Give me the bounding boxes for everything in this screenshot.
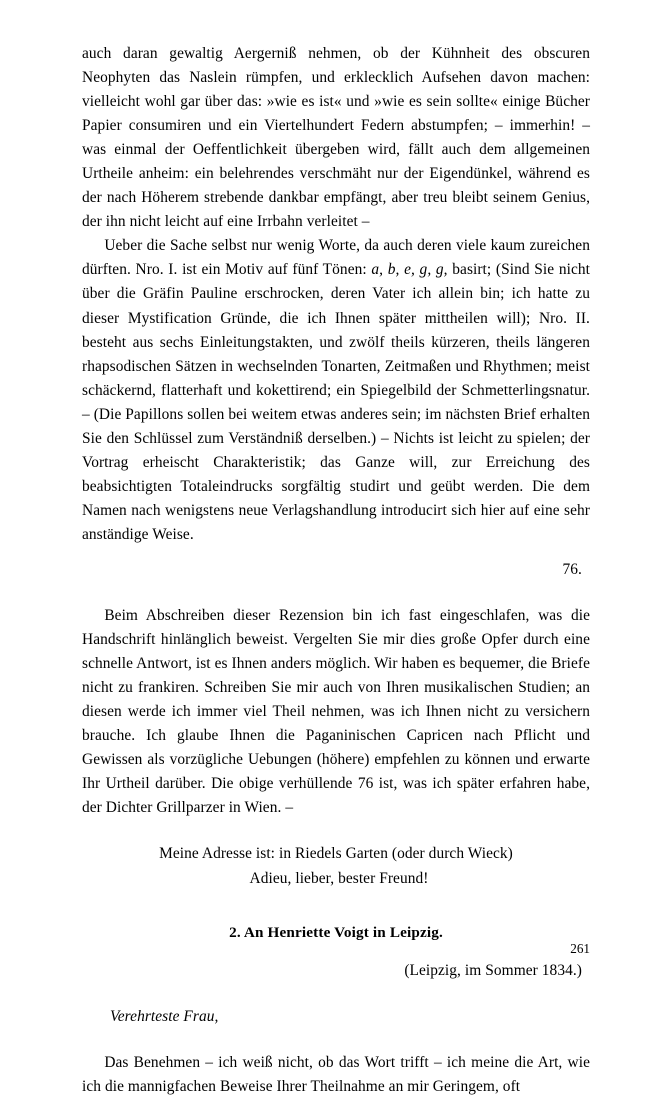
paragraph-abschreiben: Beim Abschreiben dieser Rezension bin ich fast eingeschlafen, was die Handschrift hinlänglich beweist. Vergelten Sie mir dies große Opfer durch eine schnelle Antwort, ist es Ihnen anders möglich. Wir haben es bequemer, die Briefe nicht zu frankiren. Schreiben Sie mir auch von Ihren musikalischen Studien; an diesen werde ich immer viel Theil nehmen, was ich Ihnen nicht zu versichern brauche. Ich glaube Ihnen die Paganinischen Capricen nach Pflicht und Gewissen als vorzügliche Uebungen (höhere) empfehlen zu können und erwarte Ihr Urtheil darüber. Die obige verhüllende 76 ist, was ich später erfahren habe, der Dichter Grillparzer in Wien. – bbox=[82, 607, 590, 817]
musical-tones-italic: a, b, e, g, g, bbox=[371, 261, 448, 279]
spacer-before-letter-heading bbox=[82, 891, 590, 921]
paragraph-text-part-2: basirt; (Sind Sie nicht über die Gräfin Pauline erschrocken, deren Vater ich allein bin; ich hatte zu dieser Mystification Gründe, die ich Ihnen später mittheilen will); Nro. II. besteht aus sechs Einleitungstakten, und zwölf theils kürzeren, theils längeren rhapsodischen Sätzen in wechselnden Tonarten, Zeitmaßen und Rhythmen; meist schäckernd, flatterhaft und kokettirend; ein Spiegelbild der Schmetterlingsnatur. – (Die Papillons sollen bei weitem etwas anderes sein; im nächsten Brief erhalten Sie den Schlüssel zum Verständniß derselben.) – Nichts ist leicht zu spielen; der Vortrag erheischt Charakteristik; das Ganze will, zur Erreichung des beabsichtigten Totaleindrucks sorgfältig studirt und geübt werden. Die dem Namen nach wenigstens neue Verlagshandlung introducirt sich hier auf eine sehr anständige Weise. bbox=[82, 261, 591, 543]
signature-number: 76. bbox=[562, 560, 582, 578]
paragraph-continuation: auch daran gewaltig Aergerniß nehmen, ob der Kühnheit des obscuren Neophyten das Naslein rümpfen, und erklecklich Aufsehen davon machen: vielleicht wohl gar über das: »wie es ist« und »wie es sein sollte« einige Bücher Papier consumiren und ein Viertelhundert Federn abstumpfen; – immerhin! – was einmal der Oeffentlichkeit übergeben wird, fällt auch dem allgemeinen Urtheile anheim: ein belehrendes verschmäht nur der Eigendünkel, während es der nach Höherem strebende dankbar empfängt, aber treu bleibt seinem Genius, der ihn nicht leicht auf eine Irrbahn verleitet – bbox=[82, 45, 590, 231]
spacer-before-salutation bbox=[82, 983, 590, 1005]
letter-salutation: Verehrteste Frau, bbox=[110, 1007, 219, 1025]
letter-dateline: (Leipzig, im Sommer 1834.) bbox=[404, 961, 582, 979]
closing-farewell-line: Adieu, lieber, bester Freund! bbox=[249, 869, 429, 887]
paragraph-text-part-1: Ueber die Sache selbst nur wenig Worte, da auch deren viele kaum zureichen dürften. Nro. I. ist ein Motiv auf fünf Tönen: bbox=[82, 237, 590, 279]
letter-heading: 2. An Henriette Voigt in Leipzig. bbox=[229, 923, 443, 941]
paragraph-ueber-die-sache bbox=[82, 234, 590, 547]
letter-paragraph-1: Das Benehmen – ich weiß nicht, ob das Wort trifft – ich meine die Art, wie ich die mannigfachen Beweise Ihrer Theilnahme an mir Geringem, oft bbox=[82, 1053, 590, 1095]
spacer-before-closing bbox=[82, 820, 590, 842]
spacer-before-dateline bbox=[82, 945, 590, 959]
spacer-after-signature bbox=[82, 582, 590, 604]
spacer-before-letter-body bbox=[82, 1029, 590, 1051]
page-number: 261 bbox=[570, 941, 590, 956]
page-body bbox=[82, 42, 590, 1099]
closing-address-line: Meine Adresse ist: in Riedels Garten (oder durch Wieck) bbox=[159, 845, 513, 863]
